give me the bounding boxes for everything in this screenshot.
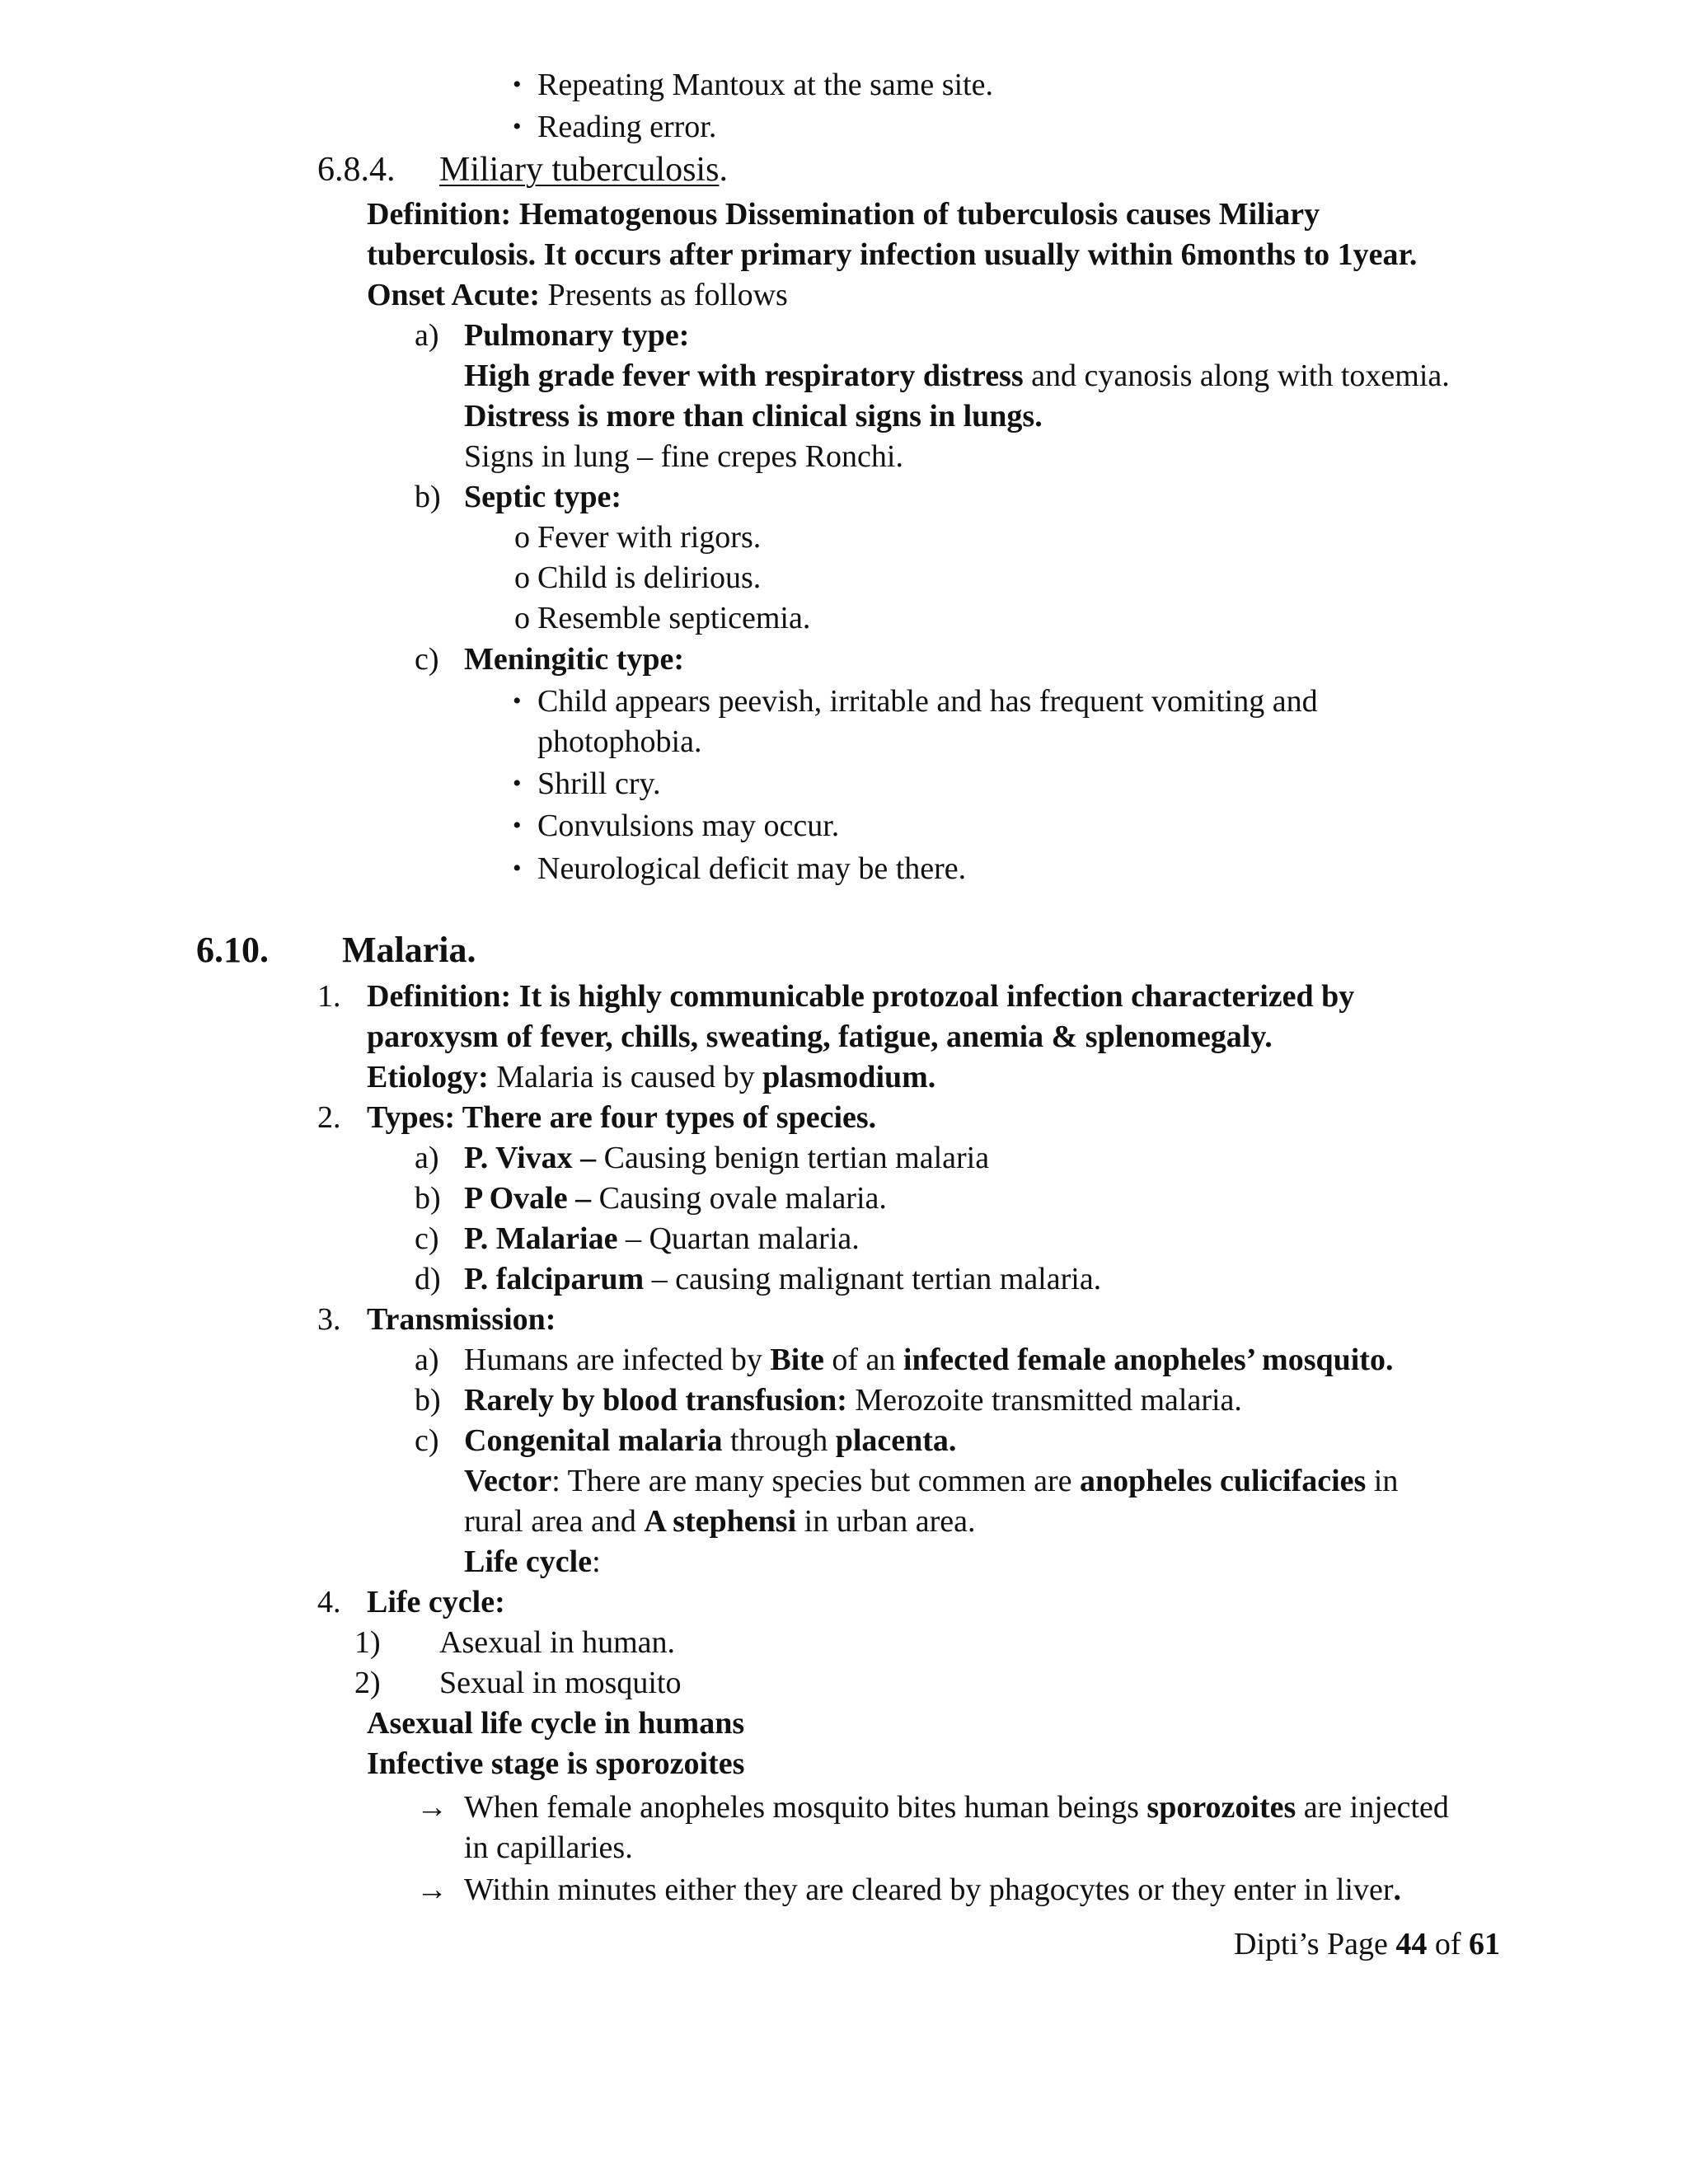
list-item: Convulsions may occur. [537, 808, 840, 843]
text: – causing malignant tertian malaria. [644, 1262, 1102, 1296]
text: through [722, 1423, 836, 1458]
list-item: Child appears peevish, irritable and has frequent vomiting and [537, 684, 1318, 719]
arrow-right-icon: → [416, 1872, 448, 1907]
bullet-icon: • [513, 855, 522, 882]
bold-text: Rarely by blood transfusion: [464, 1383, 847, 1418]
list-marker: 2. [317, 1100, 341, 1135]
list-marker: a) [415, 318, 439, 353]
bold-text: A stephensi [644, 1504, 797, 1539]
subsection-heading: Meningitic type: [464, 642, 685, 677]
list-item-continuation: photophobia. [537, 724, 702, 759]
vector-line [464, 1502, 975, 1540]
text: Causing ovale malaria. [591, 1181, 887, 1216]
bold-text: plasmodium. [762, 1060, 936, 1094]
footer-prefix: Dipti’s Page [1234, 1927, 1396, 1961]
page-footer [1234, 1925, 1500, 1963]
list-item: Shrill cry. [537, 766, 661, 801]
bold-text: P. Vivax – [464, 1141, 597, 1175]
bold-text: Vector [464, 1464, 552, 1498]
list-marker: b) [415, 480, 441, 514]
footer-of: of [1427, 1927, 1469, 1961]
list-item [464, 1179, 887, 1217]
onset-text: Presents as follows [540, 278, 788, 312]
etiology-label: Etiology: [367, 1060, 489, 1094]
bullet-icon: • [513, 770, 522, 797]
list-item: Resemble septicemia. [537, 601, 811, 635]
etiology-line [367, 1058, 935, 1096]
text: Merozoite transmitted malaria. [846, 1383, 1242, 1418]
list-marker: d) [415, 1262, 441, 1296]
definition-text: tuberculosis. It occurs after primary infection usually within 6months to 1year. [367, 237, 1418, 272]
list-marker: c) [415, 1423, 439, 1458]
section-title [439, 151, 728, 189]
list-item [464, 1260, 1101, 1298]
bold-text: anopheles culicifacies [1080, 1464, 1367, 1498]
list-item: Neurological deficit may be there. [537, 851, 967, 886]
list-marker: c) [415, 1221, 439, 1256]
text: When female anopheles mosquito bites human beings [464, 1790, 1147, 1825]
bold-text: Congenital malaria [464, 1423, 723, 1458]
list-marker: 2) [354, 1666, 381, 1700]
definition-text: paroxysm of fever, chills, sweating, fatigue, anemia & splenomegaly. [367, 1019, 1273, 1054]
bold-text: Life cycle [464, 1544, 593, 1579]
subsection-heading: Asexual life cycle in humans [367, 1706, 745, 1741]
subsection-heading: Infective stage is sporozoites [367, 1746, 745, 1781]
text: Malaria is caused by [488, 1060, 763, 1094]
text: : [592, 1544, 601, 1579]
list-marker: a) [415, 1141, 439, 1175]
list-item: Asexual in human. [439, 1625, 676, 1660]
text: Causing benign tertian malaria [596, 1141, 990, 1175]
list-item [464, 1220, 860, 1258]
bold-text: placenta. [835, 1423, 957, 1458]
bold-text: P. falciparum [464, 1262, 645, 1296]
list-item [464, 1341, 1393, 1379]
list-marker: 3. [317, 1302, 341, 1337]
list-item: Sexual in mosquito [439, 1666, 682, 1700]
list-item [464, 1381, 1242, 1419]
list-marker: b) [415, 1181, 441, 1216]
list-item [464, 1871, 1401, 1909]
list-item [464, 1422, 956, 1460]
bold-text: sporozoites [1146, 1790, 1296, 1825]
list-marker: 4. [317, 1585, 341, 1619]
text: – Quartan malaria. [617, 1221, 860, 1256]
section-title-text: Miliary tuberculosis [439, 151, 720, 189]
section-title-end: . [719, 151, 728, 189]
section-number: 6.8.4. [317, 151, 396, 189]
list-item: Child is delirious. [537, 560, 762, 595]
page-total: 61 [1469, 1927, 1500, 1961]
subsection-heading: Types: There are four types of species. [367, 1100, 877, 1135]
bullet-icon: • [513, 812, 522, 839]
circle-bullet-icon: o [514, 560, 530, 595]
subsection-heading: Transmission: [367, 1302, 556, 1337]
text: in urban area. [796, 1504, 976, 1539]
circle-bullet-icon: o [514, 601, 530, 635]
list-item-continuation: in capillaries. [464, 1830, 633, 1865]
page-number: 44 [1395, 1927, 1428, 1961]
paragraph-line: Signs in lung – fine crepes Ronchi. [464, 439, 903, 474]
bullet-icon: • [513, 113, 522, 140]
subsection-heading: Life cycle: [367, 1585, 505, 1619]
bold-text: . [1393, 1872, 1401, 1907]
lifecycle-line [464, 1543, 601, 1581]
bullet-icon: • [513, 71, 522, 98]
circle-bullet-icon: o [514, 520, 530, 555]
text: : There are many species but commen are [551, 1464, 1081, 1498]
bold-text: High grade fever with respiratory distress [464, 359, 1024, 393]
list-item: Reading error. [537, 110, 717, 144]
list-marker: b) [415, 1383, 441, 1418]
section-number: 6.10. [196, 930, 269, 970]
list-marker: 1. [317, 979, 341, 1014]
onset-line [367, 276, 788, 314]
bold-text: P Ovale – [464, 1181, 592, 1216]
text: rural area and [464, 1504, 645, 1539]
bold-text: P. Malariae [464, 1221, 618, 1256]
subsection-heading: Septic type: [464, 480, 622, 514]
definition-text: Definition: It is highly communicable protozoal infection characterized by [367, 979, 1355, 1014]
bold-text: Bite [770, 1343, 824, 1377]
list-marker: a) [415, 1343, 439, 1377]
list-item: Repeating Mantoux at the same site. [537, 68, 993, 102]
list-marker: c) [415, 642, 439, 677]
bold-text: infected female anopheles’ mosquito. [903, 1343, 1394, 1377]
list-item [464, 1788, 1449, 1826]
section-title: Malaria. [342, 930, 476, 970]
definition-text: Definition: Hematogenous Dissemination of tuberculosis causes Miliary [367, 197, 1320, 232]
list-marker: 1) [354, 1625, 381, 1660]
arrow-right-icon: → [416, 1790, 448, 1825]
subsection-heading: Pulmonary type: [464, 318, 690, 353]
text: and cyanosis along with toxemia. [1023, 359, 1450, 393]
vector-line [464, 1462, 1398, 1500]
text: in [1366, 1464, 1399, 1498]
text: Within minutes either they are cleared by phagocytes or they enter in liver [464, 1872, 1394, 1907]
list-item [464, 1139, 989, 1177]
list-item: Fever with rigors. [537, 520, 762, 555]
text: are injected [1296, 1790, 1449, 1825]
paragraph-line: Distress is more than clinical signs in lungs. [464, 399, 1043, 434]
text: of an [823, 1343, 903, 1377]
text: Humans are infected by [464, 1343, 771, 1377]
paragraph-line [464, 357, 1450, 395]
onset-label: Onset Acute: [367, 278, 541, 312]
bullet-icon: • [513, 687, 522, 715]
